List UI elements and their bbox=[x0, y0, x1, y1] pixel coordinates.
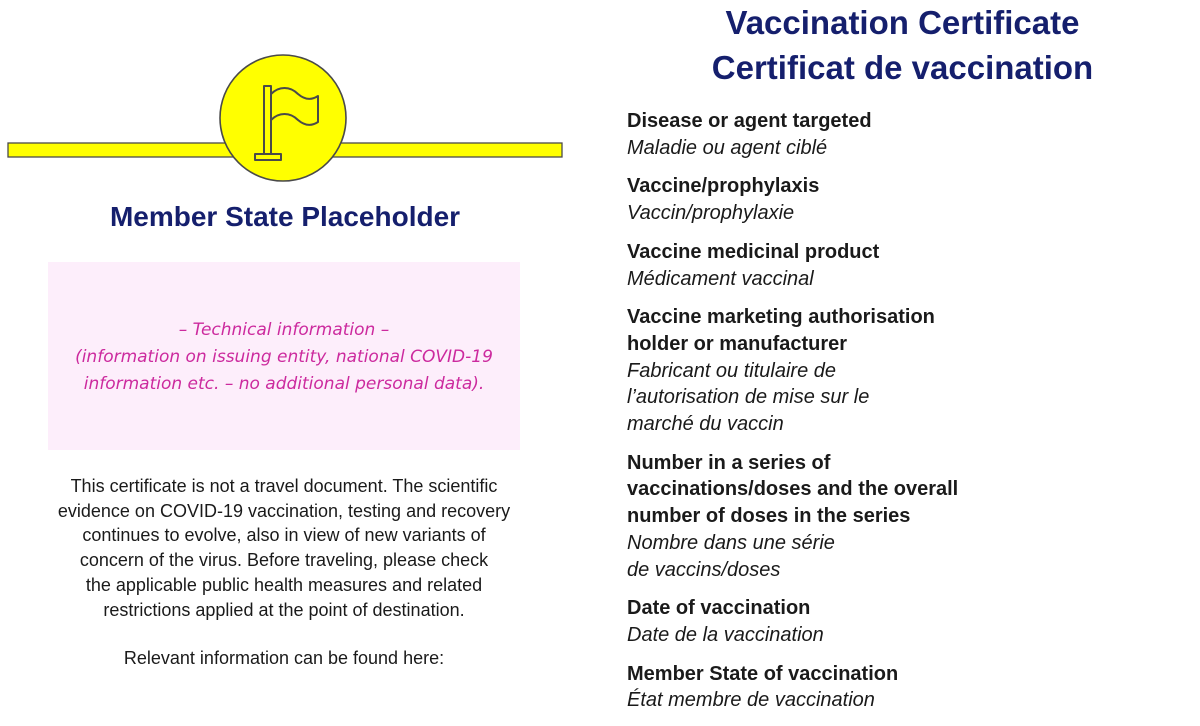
field-label-en: Number in a series of bbox=[627, 451, 831, 474]
notice-line: evidence on COVID-19 vaccination, testing and recovery bbox=[57, 500, 511, 521]
field-label-en: Vaccine medicinal product bbox=[627, 240, 880, 263]
certificate-field bbox=[627, 304, 1187, 438]
notice-line: continues to evolve, also in view of new variants of bbox=[82, 525, 486, 546]
field-label-fr: Fabricant ou titulaire de bbox=[627, 359, 837, 382]
member-state-emblem bbox=[0, 0, 580, 200]
certificate-title-fr: Certificat de vaccination bbox=[711, 49, 1094, 86]
technical-info-line: (information on issuing entity, national COVID-19 bbox=[75, 347, 493, 367]
field-label-fr: marché du vaccin bbox=[627, 413, 784, 436]
field-label-fr: État membre de vaccination bbox=[627, 689, 875, 712]
notice-line: restrictions applied at the point of destination. bbox=[103, 599, 465, 620]
certificate-field bbox=[627, 108, 1187, 161]
technical-info-line: – Technical information – bbox=[178, 320, 390, 340]
notice-line: This certificate is not a travel document. The scientific bbox=[70, 476, 498, 496]
notice-line: the applicable public health measures and related bbox=[85, 574, 483, 595]
field-label-en: Disease or agent targeted bbox=[627, 110, 872, 132]
field-label-en: Date of vaccination bbox=[627, 597, 811, 620]
member-state-title: Member State Placeholder bbox=[109, 201, 461, 232]
technical-info-text bbox=[48, 317, 520, 398]
field-label-fr: de vaccins/doses bbox=[627, 558, 781, 581]
certificate-field bbox=[627, 450, 1187, 584]
certificate-field bbox=[627, 595, 1187, 648]
certificate-title bbox=[620, 0, 1185, 90]
certificate-field bbox=[627, 173, 1187, 226]
field-label-fr: l’autorisation de mise sur le bbox=[627, 386, 870, 409]
field-label-en: vaccinations/doses and the overall bbox=[627, 478, 959, 501]
relevant-info-text: Relevant information can be found here: bbox=[123, 648, 445, 668]
field-label-fr: Nombre dans une série bbox=[627, 531, 835, 554]
field-label-en: Vaccine marketing authorisation bbox=[627, 306, 935, 329]
technical-info-line: information etc. – no additional personal data). bbox=[83, 374, 485, 394]
emblem-circle bbox=[220, 55, 346, 181]
certificate-field bbox=[627, 661, 1187, 714]
field-label-fr: Maladie ou agent ciblé bbox=[627, 136, 828, 159]
certificate-field bbox=[627, 239, 1187, 292]
field-label-fr: Vaccin/prophylaxie bbox=[627, 202, 795, 225]
field-label-en: Vaccine/prophylaxis bbox=[627, 175, 820, 198]
field-label-fr: Date de la vaccination bbox=[627, 623, 824, 646]
certificate-title-en: Vaccination Certificate bbox=[725, 4, 1080, 41]
field-label-en: Member State of vaccination bbox=[627, 662, 899, 685]
field-label-en: holder or manufacturer bbox=[627, 332, 848, 355]
certificate-field-list bbox=[627, 108, 1187, 726]
field-label-en: number of doses in the series bbox=[627, 505, 911, 528]
field-label-fr: Médicament vaccinal bbox=[627, 267, 814, 290]
travel-notice bbox=[14, 474, 554, 622]
notice-line: concern of the virus. Before traveling, please check bbox=[79, 550, 489, 571]
technical-info-box bbox=[48, 262, 520, 450]
